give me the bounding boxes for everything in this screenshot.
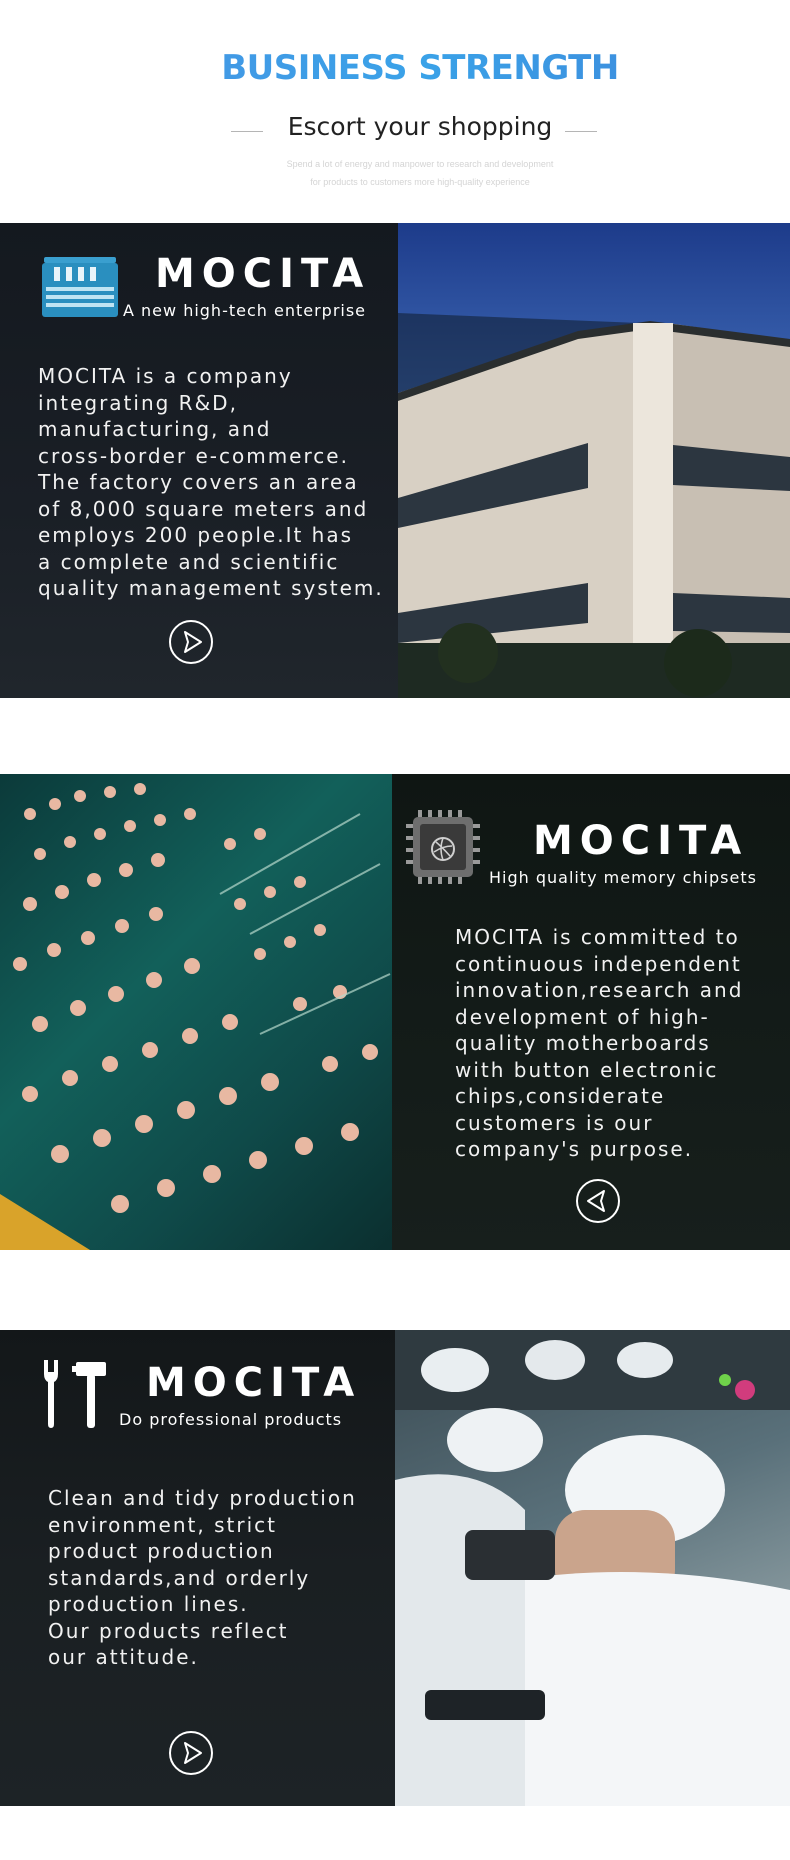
tagline: A new high-tech enterprise xyxy=(123,301,367,320)
tools-icon xyxy=(40,1358,110,1430)
building-photo xyxy=(398,223,790,698)
tagline: Do professional products xyxy=(119,1410,343,1429)
section-company xyxy=(0,223,790,698)
prev-button[interactable] xyxy=(576,1179,620,1223)
section-chipsets xyxy=(0,774,790,1250)
brand-name: MOCITA xyxy=(533,818,749,864)
next-button[interactable] xyxy=(169,620,213,664)
small-description-2: for products to customers more high-quality experience xyxy=(310,177,530,187)
factory-icon xyxy=(40,257,120,319)
arrow-right-icon xyxy=(171,1733,211,1773)
next-button[interactable] xyxy=(169,1731,213,1775)
brand-name: MOCITA xyxy=(146,1360,362,1406)
chip-icon xyxy=(406,810,480,884)
section-subtitle: Escort your shopping xyxy=(287,112,553,141)
arrow-right-icon xyxy=(171,622,211,662)
circuit-board-photo xyxy=(0,774,392,1250)
description: MOCITA is committed to continuous independent innovation,research and development of high- quality motherboards with button electronic chips,considerate customers is our company's purpose. xyxy=(455,925,744,1161)
section-title: BUSINESS STRENGTH xyxy=(0,48,790,88)
small-description-1: Spend a lot of energy and manpower to research and development xyxy=(286,159,554,169)
arrow-left-icon xyxy=(578,1181,618,1221)
section-production xyxy=(0,1330,790,1806)
description: MOCITA is a company integrating R&D, manufacturing, and cross-border e-commerce. The factory covers an area of 8,000 square meters and employs 200 people.It has a complete and scientific quality management system. xyxy=(38,364,384,600)
factory-workers-photo xyxy=(395,1330,790,1806)
brand-name: MOCITA xyxy=(155,251,371,297)
tagline: High quality memory chipsets xyxy=(489,868,757,887)
divider-right xyxy=(565,131,597,132)
description: Clean and tidy production environment, strict product production standards,and orderly production lines. Our products reflect our attitude. xyxy=(48,1486,357,1669)
